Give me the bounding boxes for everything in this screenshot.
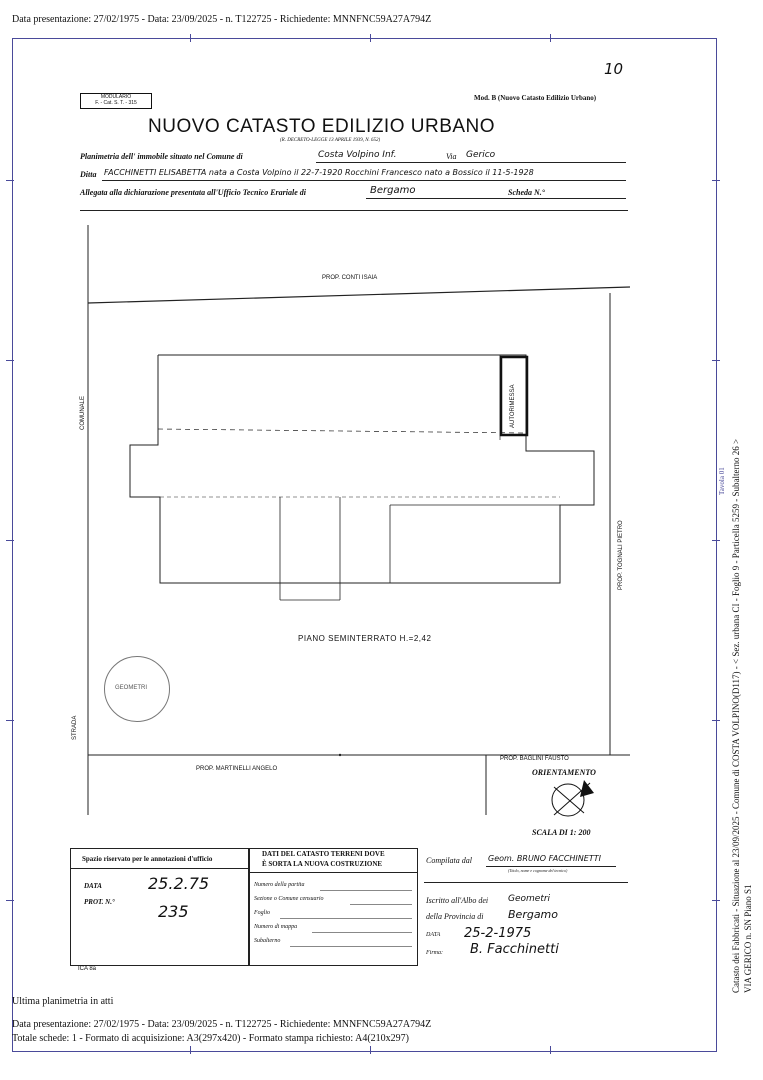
underline	[486, 866, 616, 867]
catasto-field: Numero di mappa	[254, 924, 298, 930]
footer-format: Totale schede: 1 - Formato di acquisizione: A3(297x420) - Formato stampa richiesto: A4(210x297)	[12, 1033, 409, 1044]
frame-tick	[190, 34, 191, 42]
frame-tick	[190, 1046, 191, 1054]
model-label: Mod. B (Nuovo Catasto Edilizio Urbano)	[474, 94, 597, 102]
field-line	[350, 904, 412, 905]
side-address-line: VIA GERICO n. SN Piano S1	[743, 884, 753, 993]
side-tag: Tavola 01	[718, 467, 726, 495]
data-value: 25.2.75	[148, 874, 210, 893]
catasto-field: Subalterno	[254, 938, 281, 944]
west-road-label-bottom: STRADA	[72, 715, 78, 740]
compilata-note: (Titolo, nome e cognome del tecnico)	[508, 868, 568, 873]
stamp-text: GEOMETRI	[115, 685, 148, 691]
west-road-label: COMUNALE	[80, 395, 86, 430]
header-line: Data presentazione: 27/02/1975 - Data: 23/09/2025 - n. T122725 - Richiedente: MNNFNC59A27A794Z	[12, 14, 432, 25]
header-separator	[80, 210, 628, 211]
underline	[102, 180, 626, 181]
field-line	[320, 890, 412, 891]
via-label: Via	[446, 152, 457, 161]
south-neighbor-right: PROP. BAGLINI FAUSTO	[500, 756, 569, 762]
frame-tick	[712, 540, 720, 541]
allegata-value: Bergamo	[370, 185, 416, 196]
orientation-label: ORIENTAMENTO	[532, 768, 596, 777]
provincia-value: Bergamo	[508, 908, 559, 921]
decree-label: (R. DECRETO-LEGGE 13 APRILE 1939, N. 652)	[280, 138, 381, 143]
sheet-number: 10	[604, 60, 624, 78]
official-stamp	[104, 656, 170, 722]
frame-tick	[550, 1046, 551, 1054]
south-neighbor-left: PROP. MARTINELLI ANGELO	[196, 766, 278, 772]
underline	[366, 198, 626, 199]
floor-plan	[60, 215, 640, 835]
frame-tick	[712, 360, 720, 361]
frame-tick	[550, 34, 551, 42]
underline	[316, 162, 626, 163]
catasto-field: Sezione o Comune censuario	[254, 896, 324, 902]
data-label: DATA	[84, 882, 102, 890]
catasto-box-title-1: DATI DEL CATASTO TERRENI DOVE	[262, 850, 385, 858]
modulario-label: MODULARIO	[100, 94, 132, 100]
frame-tick	[6, 180, 14, 181]
field-line	[280, 918, 412, 919]
modulario-code: F. - Cat. S. T. - 315	[95, 100, 137, 106]
ditta-value: FACCHINETTI ELISABETTA nata a Costa Volpino il 22-7-1920 Rocchini Francesco nato a Bossico il 11-5-1928	[104, 168, 534, 177]
iscritto-value: Geometri	[508, 894, 551, 904]
catasto-field: Foglio	[254, 910, 270, 916]
catasto-box-title-2: È SORTA LA NUOVA COSTRUZIONE	[262, 860, 383, 868]
allegata-label: Allegata alla dichiarazione presentata all'Ufficio Tecnico Erariale di	[80, 188, 306, 197]
signature: B. Facchinetti	[470, 942, 559, 957]
section-divider	[424, 882, 628, 883]
data2-label: DATA	[426, 932, 441, 938]
frame-tick	[6, 900, 14, 901]
main-title: NUOVO CATASTO EDILIZIO URBANO	[148, 116, 496, 137]
ditta-label: Ditta	[80, 170, 97, 179]
field-line	[312, 932, 412, 933]
box-divider	[70, 868, 249, 869]
firma-label: Firma:	[426, 950, 443, 956]
provincia-label: della Provincia di	[426, 912, 484, 921]
prot-label: PROT. N.°	[84, 898, 115, 906]
comune-value: Costa Volpino Inf.	[318, 150, 397, 160]
frame-tick	[712, 180, 720, 181]
compilata-label: Compilata dal	[426, 856, 473, 865]
side-cadastral-line: Catasto dei Fabbricati - Situazione al 23/09/2025 - Comune di COSTA VOLPINO(D117) - < Sez. urbana CI - Foglio 9 - Particella 5259 - Subalterno 26 >	[731, 438, 741, 993]
catasto-field: Numero della partita	[254, 882, 305, 888]
modulario-box	[80, 93, 152, 109]
iscritto-label: Iscritto all'Albo dei	[426, 896, 489, 905]
prot-value: 235	[158, 902, 189, 921]
box-divider	[248, 872, 417, 873]
via-value: Gerico	[466, 150, 496, 160]
frame-tick	[712, 720, 720, 721]
floor-label: PIANO SEMINTERRATO H.=2,42	[298, 634, 432, 643]
frame-tick	[370, 1046, 371, 1054]
office-box-title: Spazio riservato per le annotazioni d'ufficio	[82, 855, 213, 863]
footer-presentation: Data presentazione: 27/02/1975 - Data: 23/09/2025 - n. T122725 - Richiedente: MNNFNC59A27A794Z	[12, 1019, 432, 1030]
east-neighbor-label: PROP. TOGNALI PIETRO	[618, 520, 624, 590]
frame-tick	[370, 34, 371, 42]
compilata-value: Geom. BRUNO FACCHINETTI	[488, 854, 601, 863]
footer-last-plan: Ultima planimetria in atti	[12, 996, 114, 1007]
north-neighbor-label: PROP. CONTI ISAIA	[322, 275, 378, 281]
frame-tick	[6, 720, 14, 721]
scale-label: SCALA DI 1: 200	[532, 828, 591, 837]
garage-label: AUTORIMESSA	[510, 384, 516, 428]
planimetria-label: Planimetria dell' immobile situato nel Comune di	[80, 152, 243, 161]
frame-tick	[6, 540, 14, 541]
ica-label: ICA 8a	[78, 966, 97, 972]
field-line	[290, 946, 412, 947]
scheda-label: Scheda N.°	[508, 188, 545, 197]
data2-value: 25-2-1975	[464, 926, 532, 941]
frame-tick	[712, 900, 720, 901]
frame-tick	[6, 360, 14, 361]
